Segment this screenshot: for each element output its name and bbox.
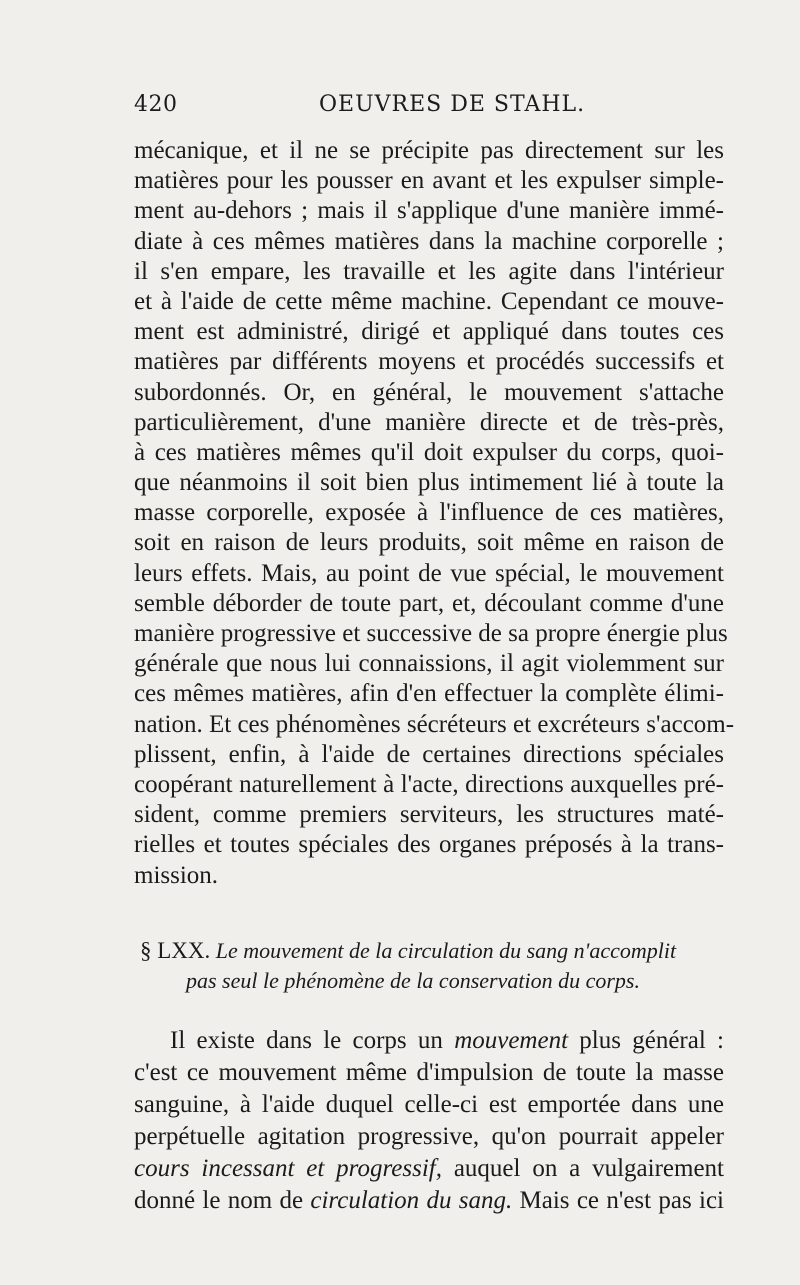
- text-line: à ces matières mêmes qu'il doit expulser du corps, quoi-: [134, 438, 724, 466]
- section-heading-line: [140, 936, 740, 966]
- italic-term: cours incessant et progressif,: [134, 1155, 442, 1182]
- text-line: manière progressive et successive de sa propre énergie plus: [134, 620, 728, 647]
- text-line: et à l'aide de cette même machine. Cependant ce mouve-: [134, 287, 724, 315]
- text-line: subordonnés. Or, en général, le mouvement s'attache: [134, 378, 724, 406]
- text-run: auquel on a vulgairement: [441, 1155, 724, 1182]
- text-line: générale que nous lui connaissions, il agit violemment sur: [134, 650, 724, 678]
- text-line: [134, 1025, 724, 1057]
- text-line: il s'en empare, les travaille et les agite dans l'intérieur: [134, 257, 724, 285]
- text-run: plus général :: [568, 1027, 724, 1054]
- text-run: Il existe dans le corps un: [170, 1027, 455, 1054]
- paragraph-1: [134, 136, 735, 891]
- section-heading-line: [140, 966, 740, 996]
- section-heading: [140, 936, 740, 996]
- section-title: Le mouvement de la circulation du sang n'accomplit: [215, 938, 677, 963]
- text-line: [134, 1153, 724, 1185]
- text-line: particulièrement, d'une manière directe et de très-près,: [134, 408, 724, 436]
- italic-term: mouvement: [454, 1027, 569, 1054]
- text-line: perpétuelle agitation progressive, qu'on pourrait appeler: [134, 1123, 724, 1150]
- page-header: [134, 92, 724, 132]
- text-line: mission.: [134, 861, 219, 889]
- italic-term: circulation du sang.: [310, 1187, 513, 1214]
- text-line: plissent, enfin, à l'aide de certaines directions spéciales: [134, 740, 724, 768]
- running-title: OEUVRES DE STAHL.: [319, 92, 586, 117]
- section-number: § LXX.: [140, 938, 211, 963]
- text-line: ment au-dehors ; mais il s'applique d'une manière immé-: [134, 197, 724, 225]
- text-line: ces mêmes matières, afin d'en effectuer la complète élimi-: [134, 680, 724, 708]
- text-line: mécanique, et il ne se précipite pas directement sur les: [134, 137, 724, 164]
- section-title-continued: pas seul le phénomène de la conservation du corps.: [186, 968, 640, 993]
- text-line: matières pour les pousser en avant et les expulser simple-: [134, 167, 724, 195]
- text-line: sident, comme premiers serviteurs, les structures maté-: [134, 801, 724, 829]
- text-line: rielles et toutes spéciales des organes préposés à la trans-: [134, 831, 724, 859]
- text-line: [134, 1185, 724, 1217]
- text-line: masse corporelle, exposée à l'influence de ces matières,: [134, 499, 724, 527]
- text-run: donné le nom de: [134, 1187, 311, 1214]
- text-line: matières par différents moyens et procédés successifs et: [134, 348, 724, 376]
- text-line: semble déborder de toute part, et, découlant comme d'une: [134, 589, 724, 617]
- text-line: leurs effets. Mais, au point de vue spécial, le mouvement: [134, 559, 724, 587]
- text-line: que néanmoins il soit bien plus intimement lié à toute la: [134, 469, 724, 497]
- text-line: coopérant naturellement à l'acte, directions auxquelles pré-: [134, 770, 724, 798]
- text-line: sanguine, à l'aide duquel celle-ci est emportée dans une: [134, 1091, 724, 1118]
- text-line: ment est administré, dirigé et appliqué dans toutes ces: [134, 318, 724, 346]
- page-number: 420: [134, 92, 178, 117]
- text-line: diate à ces mêmes matières dans la machine corporelle ;: [134, 227, 724, 255]
- text-run: Mais ce n'est pas ici: [512, 1187, 724, 1214]
- text-line: nation. Et ces phénomènes sécréteurs et excréteurs s'accom-: [134, 710, 735, 738]
- paragraph-2: [134, 1025, 724, 1217]
- text-line: soit en raison de leurs produits, soit même en raison de: [134, 529, 724, 557]
- text-line: c'est ce mouvement même d'impulsion de toute la masse: [134, 1059, 724, 1086]
